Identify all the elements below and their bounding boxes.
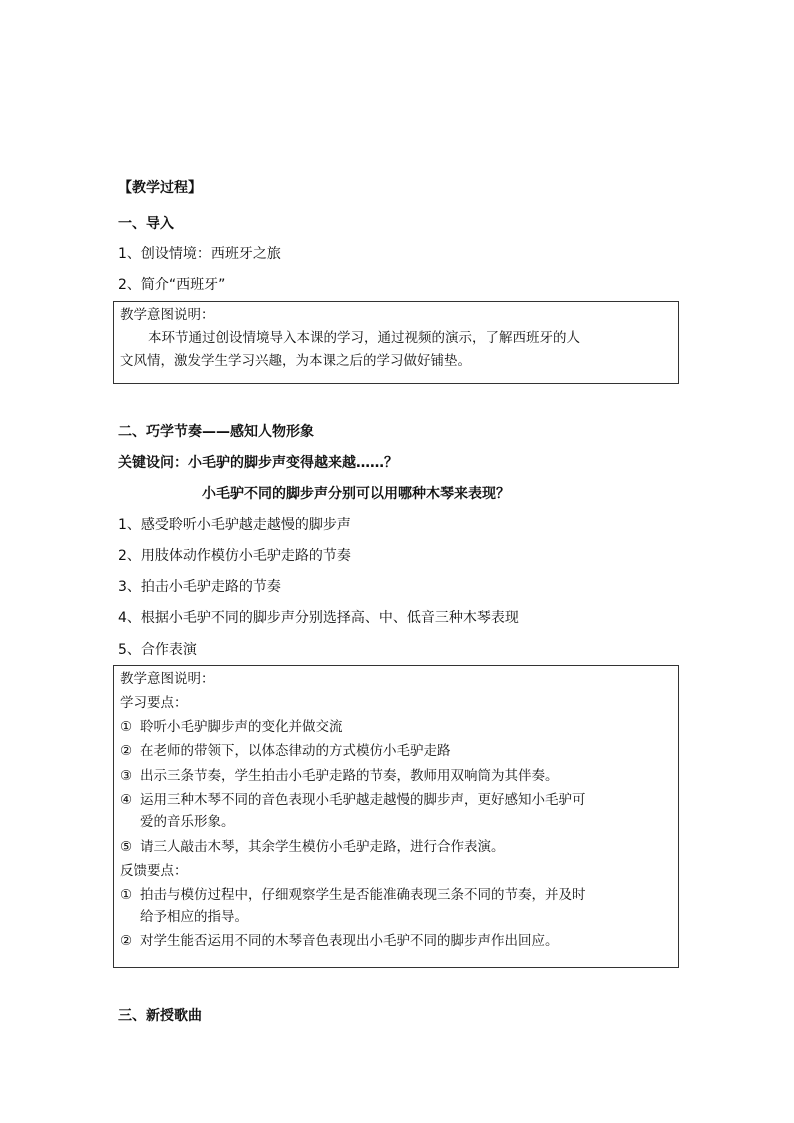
point-number: ② (120, 743, 133, 759)
point-text: 请三人敲击木琴，其余学生模仿小毛驴走路，进行合作表演。 (140, 839, 505, 855)
feedback-point-continued: 给予相应的指导。 (140, 909, 248, 925)
point-text: 运用三种木琴不同的音色表现小毛驴越走越慢的脚步声，更好感知小毛驴可 (140, 792, 586, 808)
learning-point (120, 766, 559, 786)
point-text: 对学生能否运用不同的木琴音色表现出小毛驴不同的脚步声作出回应。 (140, 933, 559, 949)
learning-point-continued: 爱的音乐形象。 (140, 814, 235, 830)
section-1-title: 一、导入 (118, 216, 174, 232)
feedback-point (120, 885, 586, 905)
point-number: ② (120, 933, 133, 949)
learning-point (120, 837, 505, 857)
intent-text-line: 文风情，激发学生学习兴趣，为本课之后的学习做好铺垫。 (120, 353, 471, 369)
point-number: ① (120, 719, 133, 735)
section-1-item: 1、创设情境：西班牙之旅 (118, 246, 281, 262)
point-text: 出示三条节奏，学生拍击小毛驴走路的节奏，教师用双响筒为其伴奏。 (140, 768, 559, 784)
point-text: 聆听小毛驴脚步声的变化并做交流 (140, 719, 343, 735)
point-number: ⑤ (120, 839, 133, 855)
process-heading: 【教学过程】 (118, 180, 202, 196)
intent-label: 教学意图说明： (120, 671, 215, 687)
section-2-item: 3、拍击小毛驴走路的节奏 (118, 579, 281, 595)
learning-point (120, 717, 343, 737)
section-3-title: 三、新授歌曲 (118, 1008, 202, 1024)
intent-box-2 (113, 665, 679, 968)
point-number: ③ (120, 768, 133, 784)
section-1-item: 2、简介“西班牙” (118, 277, 226, 293)
point-text: 在老师的带领下，以体态律动的方式模仿小毛驴走路 (140, 743, 451, 759)
learning-point (120, 790, 586, 810)
section-2-title: 二、巧学节奏——感知人物形象 (118, 424, 314, 440)
feedback-point (120, 931, 559, 951)
intent-box-1 (113, 301, 679, 384)
section-2-item: 1、感受聆听小毛驴越走越慢的脚步声 (118, 517, 351, 533)
point-number: ① (120, 887, 133, 903)
feedback-points-label: 反馈要点： (120, 863, 188, 879)
section-2-item: 4、根据小毛驴不同的脚步声分别选择高、中、低音三种木琴表现 (118, 610, 519, 626)
point-number: ④ (120, 792, 133, 808)
intent-label: 教学意图说明： (120, 307, 215, 323)
intent-text-line: 本环节通过创设情境导入本课的学习，通过视频的演示，了解西班牙的人 (148, 330, 580, 346)
learning-point (120, 741, 451, 761)
key-question: 关键设问：小毛驴的脚步声变得越来越……？ (118, 455, 398, 471)
section-2-item: 2、用肢体动作模仿小毛驴走路的节奏 (118, 548, 351, 564)
learning-points-label: 学习要点： (120, 695, 188, 711)
point-text: 拍击与模仿过程中，仔细观察学生是否能准确表现三条不同的节奏，并及时 (140, 887, 586, 903)
key-question-2: 小毛驴不同的脚步声分别可以用哪种木琴来表现？ (202, 486, 510, 502)
section-2-item: 5、合作表演 (118, 642, 197, 658)
